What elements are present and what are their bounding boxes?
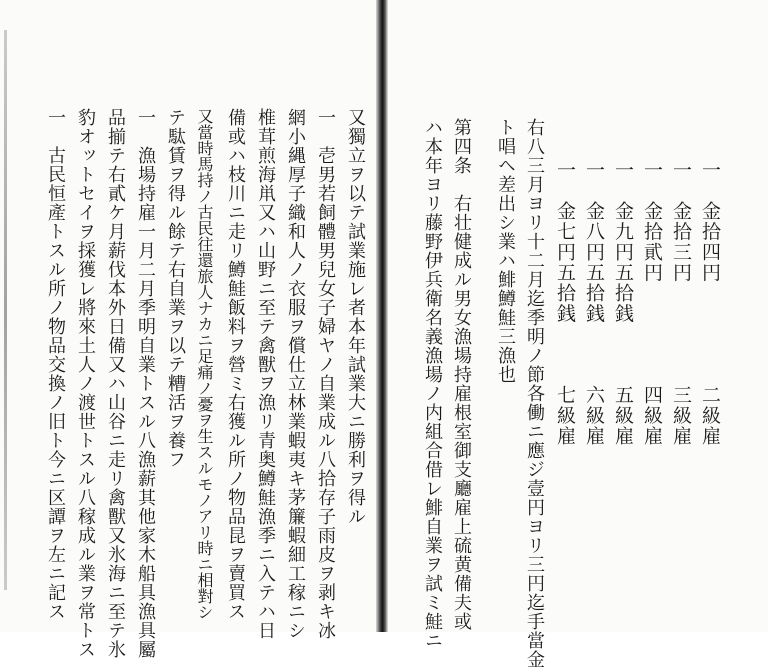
text-line: 網小縄厚子織和人ノ衣服ヲ償仕立林業蝦夷キ茅簾蝦細工稼ニシ xyxy=(285,108,306,640)
grade-label: 五級雇 xyxy=(612,385,634,447)
amount-line: 一 金拾三円 xyxy=(670,160,692,283)
binding-edge xyxy=(4,30,7,590)
grade-label: 三級雇 xyxy=(670,385,692,447)
amount-line: 一 金八円五拾銭 xyxy=(583,160,605,324)
text-line: 備或ハ枝川ニ走リ鱒鮭飯料ヲ營ミ右獲ル所ノ物品昆ヲ賣買ス xyxy=(225,108,246,621)
note-line: ト唱ヘ差出シ業ハ鯡鱒鮭三漁也 xyxy=(495,118,516,384)
article-line: ハ本年ヨリ藤野伊兵衛名義漁場ノ内組合借レ鯡自業ヲ試ミ鮭ニ xyxy=(422,118,443,650)
amount-line: 一 金九円五拾銭 xyxy=(612,160,634,324)
text-line: 豹オットセイヲ採獲レ將來土人ノ渡世トスル八稼成ル業ヲ常トス xyxy=(75,108,96,659)
note-line: 右八三月ヨリ十二月迄季明ノ節各働ニ應ジ壹円ヨリ三円迄手當金 xyxy=(524,118,545,669)
article-line: 第四条 右壮健成ル男女漁場持雇根室御支廳雇上硫黄備夫或 xyxy=(451,118,472,631)
book-gutter xyxy=(376,0,388,632)
text-line: 一 漁場持雇一月二月季明自業トスル八漁薪其他家木船具漁具屬 xyxy=(135,108,156,659)
right-page xyxy=(388,0,768,632)
text-line: 一 古民恒產トスル所ノ物品交換ノ旧ト今ニ区譚ヲ左ニ記ス xyxy=(45,108,66,621)
amount-line: 一 金七円五拾銭 xyxy=(554,160,576,324)
text-line: 又當時馬持ノ古民往還旅人ナカニ足痛ノ憂ヲ生スルモノアリ時ニ相對シ xyxy=(195,108,214,620)
grade-label: 七級雇 xyxy=(554,385,576,447)
amount-line: 一 金拾貮円 xyxy=(641,160,663,283)
grade-label: 四級雇 xyxy=(641,385,663,447)
text-line: 一 壱男若飼體男兒女子婦ヤノ自業成ル八拾存子雨皮ヲ剥キ冰 xyxy=(315,108,336,640)
text-line: 椎茸煎海鼡又ハ山野ニ至テ禽獸ヲ漁リ青奥鱒鮭漁季ニ入テハ日 xyxy=(255,108,276,640)
text-line: 品揃テ右貳ケ月薪伐本外日備又ハ山谷ニ走リ禽獸又氷海ニ至テ氷 xyxy=(105,108,126,659)
text-line: 又獨立ヲ以テ試業施レ者本年試業大ニ勝利ヲ得ル xyxy=(345,108,366,526)
text-line: テ駄賃ヲ得ル餘テ右自業ヲ以テ糟活ヲ養フ xyxy=(165,108,186,469)
grade-label: 二級雇 xyxy=(699,385,721,447)
amount-line: 一 金拾四円 xyxy=(699,160,721,283)
grade-label: 六級雇 xyxy=(583,385,605,447)
